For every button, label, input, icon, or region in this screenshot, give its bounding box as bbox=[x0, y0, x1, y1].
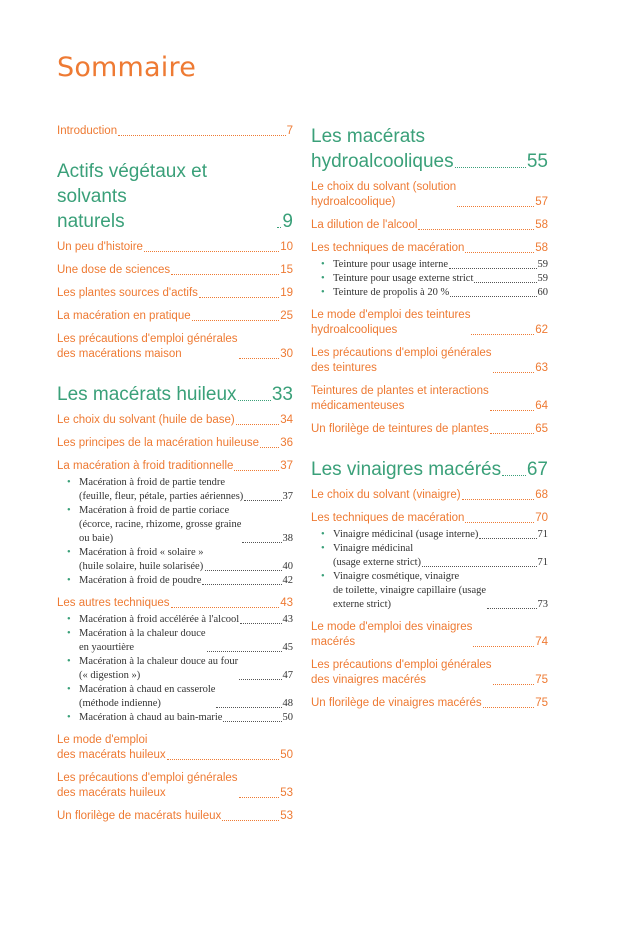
page-title: Sommaire bbox=[57, 52, 197, 83]
dot-bullet-icon: • bbox=[321, 287, 325, 298]
dot-leader bbox=[239, 358, 280, 359]
toc-page-number: 50 bbox=[282, 712, 293, 723]
dot-leader bbox=[236, 424, 279, 425]
dot-leader bbox=[493, 684, 535, 685]
toc-entry-label: Vinaigre cosmétique, vinaigre de toilette, vinaigre capillaire (usage externe strict) bbox=[333, 571, 487, 610]
toc-entry-label: Les macérats huileux bbox=[57, 384, 237, 405]
toc-entry[interactable] bbox=[57, 459, 293, 474]
toc-entry-label: Vinaigre médicinal (usage externe strict) bbox=[333, 543, 422, 568]
toc-entry-label: Le mode d'emploi des vinaigres macérés bbox=[311, 621, 473, 648]
toc-page-number: 75 bbox=[535, 697, 548, 709]
toc-entry[interactable] bbox=[311, 346, 548, 376]
dot-leader bbox=[171, 607, 280, 608]
dot-leader bbox=[450, 296, 536, 297]
toc-entry-label: La dilution de l'alcool bbox=[311, 219, 418, 231]
toc-entry-label: Macération à froid « solaire » (huile solaire, huile solarisée) bbox=[79, 547, 204, 572]
toc-page-number: 37 bbox=[280, 460, 293, 472]
toc-page-number: 58 bbox=[535, 242, 548, 254]
toc-page-number: 53 bbox=[280, 787, 293, 799]
toc-page-number: 60 bbox=[537, 287, 548, 298]
dot-bullet-icon: • bbox=[321, 571, 325, 582]
toc-page-number: 25 bbox=[280, 310, 293, 322]
dot-leader bbox=[239, 679, 281, 680]
toc-section-heading[interactable] bbox=[311, 457, 548, 482]
toc-entry-label: Les précautions d'emploi générales des vinaigres macérés bbox=[311, 659, 492, 686]
toc-subentry[interactable] bbox=[311, 272, 548, 286]
toc-page-number: 10 bbox=[280, 241, 293, 253]
toc-entry[interactable] bbox=[57, 332, 293, 362]
toc-entry-label: Les macérats hydroalcooliques bbox=[311, 126, 454, 172]
toc-page-number: 71 bbox=[537, 557, 548, 568]
dot-leader bbox=[479, 538, 536, 539]
section-gap bbox=[311, 445, 548, 457]
toc-column-right bbox=[311, 124, 548, 719]
toc-subentry[interactable] bbox=[311, 570, 548, 612]
dot-leader bbox=[144, 251, 279, 252]
dot-bullet-icon: • bbox=[67, 547, 71, 558]
toc-entry-label: Teintures de plantes et interactions médicamenteuses bbox=[311, 385, 489, 412]
dot-leader bbox=[207, 651, 282, 652]
toc-page-number: 53 bbox=[280, 810, 293, 822]
toc-page-number: 63 bbox=[535, 362, 548, 374]
toc-subentry[interactable] bbox=[311, 528, 548, 542]
toc-entry-label: Macération à la chaleur douce au four (« digestion ») bbox=[79, 656, 239, 681]
toc-entry[interactable] bbox=[311, 511, 548, 526]
dot-leader bbox=[171, 274, 279, 275]
toc-page-number: 71 bbox=[537, 529, 548, 540]
toc-page-number: 30 bbox=[280, 348, 293, 360]
toc-entry-label: Les principes de la macération huileuse bbox=[57, 437, 260, 449]
dot-leader bbox=[244, 500, 281, 501]
toc-column-left bbox=[57, 124, 293, 832]
dot-leader bbox=[473, 646, 534, 647]
dot-leader bbox=[422, 566, 536, 567]
dot-leader bbox=[457, 206, 534, 207]
dot-bullet-icon: • bbox=[67, 628, 71, 639]
dot-leader bbox=[167, 759, 280, 760]
dot-leader bbox=[418, 229, 534, 230]
toc-entry-label: Les vinaigres macérés bbox=[311, 459, 502, 480]
dot-leader bbox=[490, 433, 534, 434]
dot-leader bbox=[238, 400, 271, 401]
toc-entry[interactable] bbox=[311, 180, 548, 210]
toc-page-number: 45 bbox=[282, 642, 293, 653]
toc-entry-label: Le mode d'emploi des macérats huileux bbox=[57, 734, 166, 761]
toc-entry-label: Macération à chaud en casserole (méthode indienne) bbox=[79, 684, 216, 709]
toc-entry[interactable] bbox=[311, 218, 548, 233]
toc-entry-label: Les plantes sources d'actifs bbox=[57, 287, 198, 299]
toc-entry-label: Les techniques de macération bbox=[311, 512, 465, 524]
dot-leader bbox=[487, 608, 536, 609]
toc-entry-label: Teinture pour usage externe strict bbox=[333, 273, 474, 284]
dot-leader bbox=[202, 584, 281, 585]
toc-page-number: 48 bbox=[282, 698, 293, 709]
dot-leader bbox=[260, 447, 279, 448]
toc-entry-label: Le mode d'emploi des teintures hydroalcooliques bbox=[311, 309, 471, 336]
toc-page-number: 59 bbox=[537, 259, 548, 270]
toc-entry-label: Actifs végétaux et solvants naturels bbox=[57, 161, 207, 232]
toc-subentry[interactable] bbox=[57, 627, 293, 655]
toc-section-heading[interactable] bbox=[57, 159, 293, 234]
dot-leader bbox=[242, 542, 281, 543]
toc-subentry[interactable] bbox=[57, 711, 293, 725]
toc-entry[interactable] bbox=[57, 809, 293, 824]
dot-bullet-icon: • bbox=[321, 273, 325, 284]
toc-entry-label: Le choix du solvant (solution hydroalcoolique) bbox=[311, 181, 457, 208]
toc-page-number: 15 bbox=[280, 264, 293, 276]
dot-leader bbox=[118, 135, 285, 136]
toc-entry-label: Vinaigre médicinal (usage interne) bbox=[333, 529, 479, 540]
dot-bullet-icon: • bbox=[67, 477, 71, 488]
toc-page-number: 40 bbox=[282, 561, 293, 572]
dot-leader bbox=[222, 820, 279, 821]
dot-bullet-icon: • bbox=[321, 259, 325, 270]
toc-entry[interactable] bbox=[311, 422, 548, 437]
toc-entry-label: Macération à la chaleur douce en yaourtière bbox=[79, 628, 206, 653]
toc-page-number: 37 bbox=[282, 491, 293, 502]
toc-page-number: 43 bbox=[282, 614, 293, 625]
toc-entry-label: Macération à chaud au bain-marie bbox=[79, 712, 223, 723]
toc-entry-label: Le choix du solvant (vinaigre) bbox=[311, 489, 461, 501]
toc-page-number: 70 bbox=[535, 512, 548, 524]
toc-entry[interactable] bbox=[311, 308, 548, 338]
section-gap bbox=[57, 370, 293, 382]
toc-entry-label: Les précautions d'emploi générales des teintures bbox=[311, 347, 492, 374]
toc-page-number: 55 bbox=[526, 151, 548, 172]
toc-page-number: 50 bbox=[280, 749, 293, 761]
toc-entry[interactable] bbox=[57, 733, 293, 763]
toc-page-number: 59 bbox=[537, 273, 548, 284]
dot-leader bbox=[223, 721, 281, 722]
toc-page-number: 58 bbox=[535, 219, 548, 231]
toc-page-number: 74 bbox=[535, 636, 548, 648]
toc-entry-label: Le choix du solvant (huile de base) bbox=[57, 414, 235, 426]
toc-entry-label: Un florilège de macérats huileux bbox=[57, 810, 222, 822]
dot-leader bbox=[239, 797, 280, 798]
toc-entry-label: Les autres techniques bbox=[57, 597, 170, 609]
dot-leader bbox=[216, 707, 281, 708]
toc-page-number: 67 bbox=[526, 459, 548, 480]
toc-entry[interactable] bbox=[311, 488, 548, 503]
toc-subentry[interactable] bbox=[57, 655, 293, 683]
toc-page-number: 33 bbox=[271, 384, 293, 405]
toc-page-number: 47 bbox=[282, 670, 293, 681]
toc-entry[interactable] bbox=[57, 286, 293, 301]
dot-leader bbox=[199, 297, 279, 298]
toc-entry-label: Macération à froid de poudre bbox=[79, 575, 202, 586]
toc-entry-label: Un peu d'histoire bbox=[57, 241, 143, 253]
toc-entry[interactable] bbox=[57, 240, 293, 255]
toc-page-number: 73 bbox=[537, 599, 548, 610]
dot-bullet-icon: • bbox=[67, 575, 71, 586]
toc-entry[interactable] bbox=[311, 696, 548, 711]
dot-bullet-icon: • bbox=[67, 684, 71, 695]
toc-subentry[interactable] bbox=[57, 574, 293, 588]
dot-leader bbox=[462, 499, 535, 500]
toc-entry-label: Introduction bbox=[57, 125, 118, 137]
toc-subentry[interactable] bbox=[311, 286, 548, 300]
dot-bullet-icon: • bbox=[67, 656, 71, 667]
toc-entry[interactable] bbox=[57, 263, 293, 278]
toc-page-number: 7 bbox=[286, 125, 293, 137]
toc-subentry[interactable] bbox=[57, 504, 293, 546]
dot-leader bbox=[449, 268, 536, 269]
toc-entry-label: Macération à froid de partie tendre (feuille, fleur, pétale, parties aériennes) bbox=[79, 477, 244, 502]
toc-subentry[interactable] bbox=[57, 613, 293, 627]
dot-bullet-icon: • bbox=[67, 614, 71, 625]
toc-entry[interactable] bbox=[57, 596, 293, 611]
toc-entry-label: Macération à froid accélérée à l'alcool bbox=[79, 614, 240, 625]
toc-section-heading[interactable] bbox=[57, 382, 293, 407]
dot-leader bbox=[455, 167, 526, 168]
dot-bullet-icon: • bbox=[67, 505, 71, 516]
toc-entry[interactable] bbox=[57, 309, 293, 324]
toc-entry-label: La macération en pratique bbox=[57, 310, 191, 322]
toc-page-number: 62 bbox=[535, 324, 548, 336]
toc-entry[interactable] bbox=[57, 436, 293, 451]
dot-bullet-icon: • bbox=[321, 529, 325, 540]
dot-leader bbox=[465, 252, 534, 253]
toc-page-number: 68 bbox=[535, 489, 548, 501]
section-gap bbox=[57, 147, 293, 159]
toc-entry-label: Les techniques de macération bbox=[311, 242, 465, 254]
toc-entry-label: Teinture pour usage interne bbox=[333, 259, 449, 270]
toc-entry-label: Un florilège de teintures de plantes bbox=[311, 423, 489, 435]
toc-entry[interactable] bbox=[57, 124, 293, 139]
dot-leader bbox=[234, 470, 279, 471]
dot-leader bbox=[493, 372, 535, 373]
toc-entry[interactable] bbox=[311, 620, 548, 650]
toc-entry[interactable] bbox=[57, 413, 293, 428]
toc-page-number: 43 bbox=[280, 597, 293, 609]
toc-entry[interactable] bbox=[57, 771, 293, 801]
toc-subentry[interactable] bbox=[57, 546, 293, 574]
toc-page-number: 9 bbox=[282, 211, 293, 232]
dot-leader bbox=[465, 522, 534, 523]
toc-entry[interactable] bbox=[311, 241, 548, 256]
toc-page-number: 57 bbox=[535, 196, 548, 208]
toc-subentry[interactable] bbox=[311, 542, 548, 570]
dot-leader bbox=[192, 320, 280, 321]
toc-subentry[interactable] bbox=[311, 258, 548, 272]
toc-page-number: 34 bbox=[280, 414, 293, 426]
dot-bullet-icon: • bbox=[67, 712, 71, 723]
toc-entry[interactable] bbox=[311, 658, 548, 688]
toc-entry-label: Teinture de propolis à 20 % bbox=[333, 287, 450, 298]
toc-entry[interactable] bbox=[311, 384, 548, 414]
toc-subentry[interactable] bbox=[57, 683, 293, 711]
dot-leader bbox=[483, 707, 535, 708]
dot-leader bbox=[471, 334, 534, 335]
toc-page-number: 38 bbox=[282, 533, 293, 544]
dot-leader bbox=[277, 227, 281, 228]
toc-subentry[interactable] bbox=[57, 476, 293, 504]
dot-leader bbox=[502, 475, 526, 476]
toc-entry-label: La macération à froid traditionnelle bbox=[57, 460, 234, 472]
toc-entry-label: Une dose de sciences bbox=[57, 264, 171, 276]
dot-leader bbox=[205, 570, 282, 571]
toc-page-number: 64 bbox=[535, 400, 548, 412]
toc-entry-label: Macération à froid de partie coriace (écorce, racine, rhizome, grosse graine ou baie) bbox=[79, 505, 242, 544]
dot-leader bbox=[240, 623, 281, 624]
toc-page-number: 65 bbox=[535, 423, 548, 435]
toc-page-number: 19 bbox=[280, 287, 293, 299]
toc-entry-label: Les précautions d'emploi générales des macérations maison bbox=[57, 333, 238, 360]
toc-entry-label: Les précautions d'emploi générales des macérats huileux bbox=[57, 772, 238, 799]
dot-bullet-icon: • bbox=[321, 543, 325, 554]
toc-section-heading[interactable] bbox=[311, 124, 548, 174]
toc-page-number: 42 bbox=[282, 575, 293, 586]
dot-leader bbox=[490, 410, 534, 411]
dot-leader bbox=[474, 282, 536, 283]
toc-page-number: 75 bbox=[535, 674, 548, 686]
toc-entry-label: Un florilège de vinaigres macérés bbox=[311, 697, 482, 709]
toc-page-number: 36 bbox=[280, 437, 293, 449]
